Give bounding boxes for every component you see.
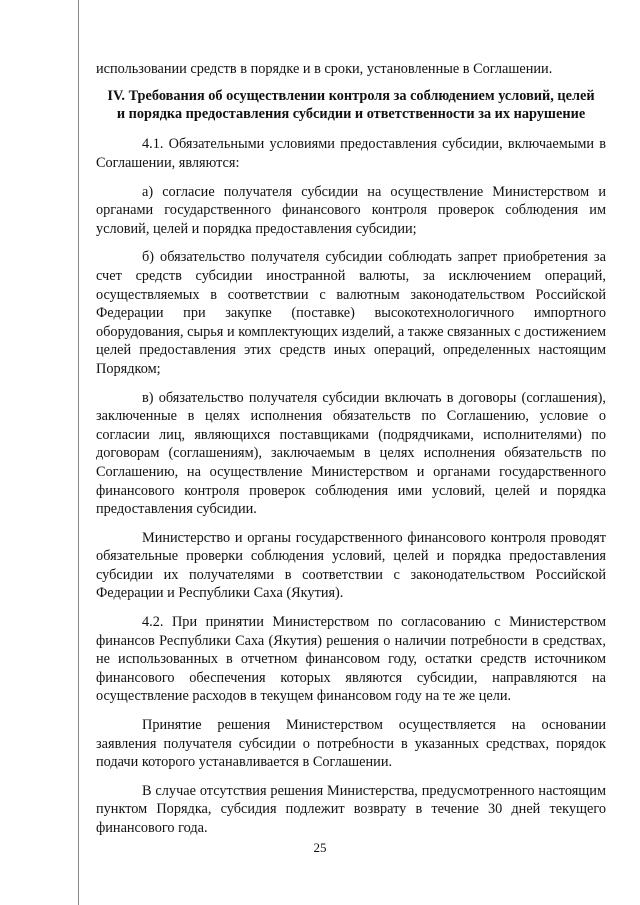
binding-margin-line [78,0,79,905]
paragraph-4-1: 4.1. Обязательными условиями предоставления субсидии, включаемыми в Соглашении, являются: [96,136,606,171]
paragraph-item-v: в) обязательство получателя субсидии включать в договоры (соглашения), заключенные в целях исполнения обязательств по Соглашению, условие о согласии лиц, являющихся поставщиками (подрядчиками, исполнителями) по договорам (соглашениям), заключаемым в целях исполнения обязательств по Соглашению, на осуществление Министерством и органами государственного финансового контроля проверок соблюдения ими условий, целей и порядка предоставления субсидии. [96,389,606,518]
page-number: 25 [313,840,327,855]
lead-line: использовании средств в порядке и в сроки, установленные в Соглашении. [96,61,553,77]
document-page [96,60,606,848]
paragraph-4-2: 4.2. При принятии Министерством по согласованию с Министерством финансов Республики Саха (Якутия) решения о наличии потребности в средствах, не использованных в отчетном финансовом году, остатки средств источником финансового обеспечения которых являются субсидии, направляются на осуществление расходов в текущем финансовом году на те же цели. [96,614,606,705]
section-heading: IV. Требования об осуществлении контроля за соблюдением условий, целей и порядка предоставления субсидии и ответственности за их нарушение [107,87,595,122]
paragraph-refund: В случае отсутствия решения Министерства, предусмотренного настоящим пунктом Порядка, субсидия подлежит возврату в течение 30 дней текущего финансового года. [96,782,606,836]
paragraph-control-checks: Министерство и органы государственного финансового контроля проводят обязательные проверки соблюдения условий, целей и порядка предоставления субсидии их получателями в соответствии с законодательством Российской Федерации и Республики Саха (Якутия). [96,529,606,602]
paragraph-item-b: б) обязательство получателя субсидии соблюдать запрет приобретения за счет средств субсидии иностранной валюты, за исключением операций, осуществляемых в соответствии с валютным законодательством Российской Федерации при закупке (поставке) высокотехнологичного импортного оборудования, сырья и комплектующих изделий, а также связанных с достижением целей предоставления этих средств иных операций, определенных настоящим Порядком; [96,249,606,377]
paragraph-decision: Принятие решения Министерством осуществляется на основании заявления получателя субсидии о потребности в указанных средствах, порядок подачи которого устанавливается в Соглашении. [96,717,606,771]
paragraph-item-a: а) согласие получателя субсидии на осуществление Министерством и органами государственного финансового контроля проверок соблюдения им условий, целей и порядка предоставления субсидии; [96,183,606,237]
